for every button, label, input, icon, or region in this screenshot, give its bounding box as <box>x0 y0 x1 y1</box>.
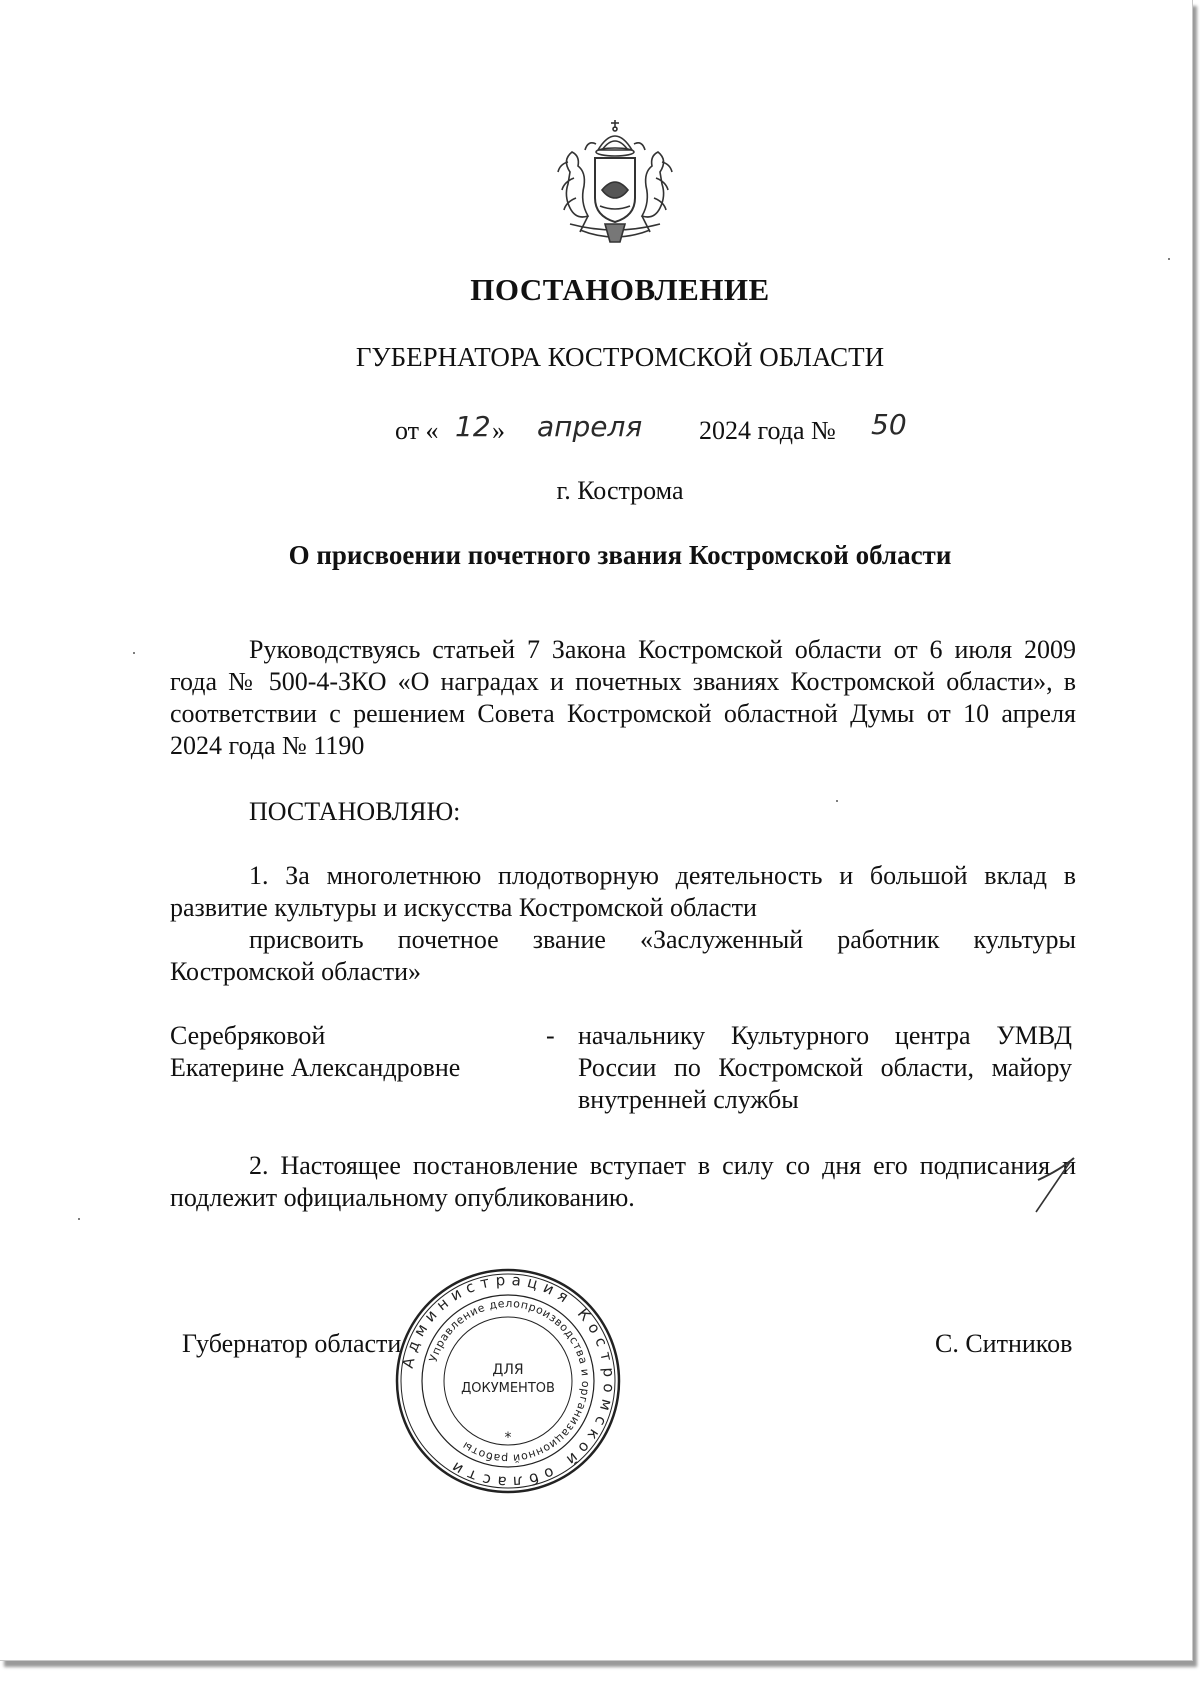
pen-stroke-mark <box>1030 1150 1080 1220</box>
item-2-paragraph: 2. Настоящее постановление вступает в силу со дня его подписания и подлежит официальному опубликованию. <box>170 1151 1076 1212</box>
stamp-inner-text: Управление делопроизводства и организационной работы <box>426 1296 593 1466</box>
coat-of-arms-emblem <box>540 112 690 252</box>
date-prefix: от « <box>395 416 439 445</box>
document-subtitle: ГУБЕРНАТОРА КОСТРОМСКОЙ ОБЛАСТИ <box>355 342 885 372</box>
recipient-position: начальнику Культурного центра УМВД России по Костромской области, майору внутренней службы <box>578 1021 1072 1114</box>
recipient-name-line-2: Екатерине Александровне <box>170 1053 461 1082</box>
document-title: ПОСТАНОВЛЕНИЕ <box>470 272 770 307</box>
stamp-outer-text: Администрация Костромской области <box>398 1270 619 1492</box>
date-day-handwritten: 12 <box>455 410 491 443</box>
stamp-center-line-2: ДОКУМЕНТОВ <box>461 1381 555 1396</box>
scan-speck <box>133 652 135 654</box>
city: г. Кострома <box>556 476 684 505</box>
scan-speck <box>836 800 838 802</box>
stamp-center-line-1: ДЛЯ <box>492 1362 524 1378</box>
signature-role: Губернатор области <box>182 1329 402 1358</box>
document-number-handwritten: 50 <box>871 408 907 441</box>
official-stamp <box>395 1268 621 1494</box>
recipient-name-line-1: Серебряковой <box>170 1021 326 1050</box>
signatory-name: С. Ситников <box>935 1329 1073 1358</box>
recipient-dash: - <box>546 1021 555 1050</box>
date-day-close: » <box>492 416 505 445</box>
date-year: 2024 года № <box>699 416 836 445</box>
document-heading: О присвоении почетного звания Костромской области <box>288 540 952 570</box>
preamble-paragraph: Руководствуясь статьей 7 Закона Костромской области от 6 июля 2009 года № 500-4-ЗКО «О наградах и почетных званиях Костромской области», в соответствии с решением Совета Костромской областной Думы от 10 апреля 2024 года № 1190 <box>170 635 1076 760</box>
scan-speck <box>1168 258 1170 260</box>
date-month-handwritten: апреля <box>537 410 643 443</box>
stamp-star: * <box>504 1430 512 1446</box>
resolve-word: ПОСТАНОВЛЯЮ: <box>249 797 461 826</box>
date-line <box>395 410 955 450</box>
item-1-award: присвоить почетное звание «Заслуженный работник культуры Костромской области» <box>170 925 1076 986</box>
scan-speck <box>78 1218 80 1220</box>
item-1-paragraph: 1. За многолетнюю плодотворную деятельность и большой вклад в развитие культуры и искусства Костромской области <box>170 861 1076 922</box>
